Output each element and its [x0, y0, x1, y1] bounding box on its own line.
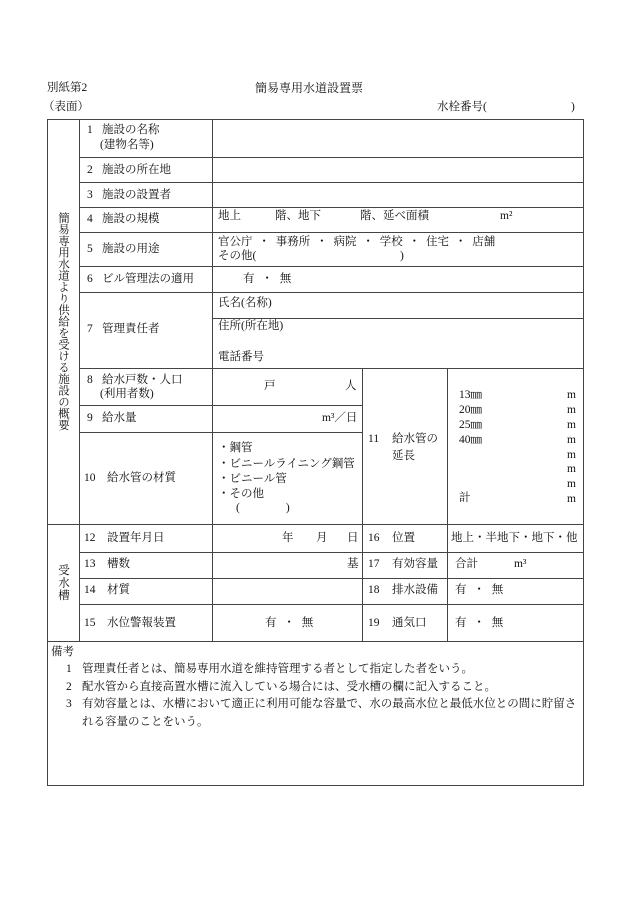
facility-section-title: 簡易専用水道より供給を受ける施設の概要 — [57, 212, 69, 431]
usage-other-open: その他( — [218, 250, 257, 262]
row-1-label: 施設の名称 — [102, 124, 160, 136]
row-10-number: 10 — [84, 472, 96, 484]
row-14-label: 材質 — [107, 584, 130, 596]
pipe-length-unit: m — [567, 463, 576, 475]
row-2-label: 施設の所在地 — [102, 164, 171, 176]
tank-count-unit: 基 — [347, 558, 359, 570]
row-divider — [79, 552, 583, 553]
row-8-label: 給水戸数・人口 — [102, 374, 183, 386]
row-12-label: 設置年月日 — [107, 532, 165, 544]
tank-section-label — [47, 524, 79, 641]
row-16-label: 位置 — [392, 532, 415, 544]
row-3-label: 施設の設置者 — [102, 189, 171, 201]
water-supply-unit: m³／日 — [322, 412, 358, 424]
row-18-number: 18 — [368, 584, 380, 596]
row-6-number: 6 — [87, 273, 93, 285]
row-divider — [79, 292, 583, 293]
row-12-number: 12 — [84, 532, 96, 544]
row-11-number: 11 — [368, 433, 380, 445]
pipe-length-unit: m — [567, 419, 576, 431]
usage-other-close: ) — [400, 250, 404, 262]
pipe-size-label: 20㎜ — [459, 404, 482, 416]
floors-basement: 階、地下 — [275, 210, 321, 222]
faucet-number-label: 水栓番号( — [437, 101, 487, 113]
pipe-length-total-label: 計 — [459, 492, 471, 504]
row-3-number: 3 — [87, 189, 93, 201]
pipe-material-option: ・鋼管 — [218, 442, 253, 454]
row-divider — [79, 578, 583, 579]
row-9-number: 9 — [87, 412, 93, 424]
row-13-label: 槽数 — [107, 558, 130, 570]
pipe-size-label: 25㎜ — [459, 419, 482, 431]
floors-above-ground: 地上 — [218, 210, 241, 222]
row-15-label: 水位警報装置 — [107, 617, 176, 629]
people-unit: 人 — [345, 380, 357, 392]
install-day-unit: 日 — [347, 532, 359, 544]
remarks-title: 備考 — [51, 646, 74, 658]
pipe-material-option: ・ビニールライニング鋼管 — [218, 458, 355, 470]
pipe-size-label: 40㎜ — [459, 434, 482, 446]
faucet-number-close: ) — [571, 101, 575, 113]
row-divider — [79, 207, 583, 208]
row-divider — [79, 182, 583, 183]
row-5-label: 施設の用途 — [102, 243, 160, 255]
row-divider — [79, 604, 583, 605]
capacity-total-label: 合計 — [455, 558, 478, 570]
middle-column-divider — [362, 368, 363, 641]
row-4-label: 施設の規模 — [102, 213, 160, 225]
row-14-number: 14 — [84, 584, 96, 596]
water-level-alarm-choice: 有 ・ 無 — [265, 617, 314, 629]
row-17-label: 有効容量 — [392, 558, 438, 570]
row-13-number: 13 — [84, 558, 96, 570]
install-month-unit: 月 — [316, 532, 328, 544]
pipe-length-unit: m — [567, 493, 576, 505]
row-11-label-cont: 延長 — [392, 450, 415, 462]
row-15-number: 15 — [84, 617, 96, 629]
right-column-divider — [447, 368, 448, 641]
row-divider — [79, 405, 362, 406]
manager-phone-label: 電話番号 — [218, 351, 264, 363]
building-law-choice: 有 ・ 無 — [243, 273, 292, 285]
area-unit: m² — [500, 210, 513, 222]
usage-options: 官公庁 ・ 事務所 ・ 病院 ・ 学校 ・ 住宅 ・ 店舗 — [218, 236, 496, 248]
drainage-choice: 有 ・ 無 — [455, 584, 504, 596]
remark-number: 1 — [66, 663, 72, 675]
pipe-material-option: ・ビニール管 — [218, 473, 287, 485]
row-16-number: 16 — [368, 532, 380, 544]
row-7-label: 管理責任者 — [102, 323, 160, 335]
row-8-sublabel: (利用者数) — [100, 388, 154, 400]
row-8-number: 8 — [87, 374, 93, 386]
manager-address-label: 住所(所在地) — [218, 320, 284, 332]
row-10-label: 給水管の材質 — [107, 472, 176, 484]
row-11-label: 給水管の — [392, 433, 438, 445]
remark-text: 管理責任者とは、簡易専用水道を維持管理する者として指定した者をいう。 — [82, 663, 473, 675]
tank-section-title: 受水槽 — [57, 563, 69, 602]
row-divider — [79, 266, 583, 267]
row-divider — [79, 368, 583, 369]
row-5-number: 5 — [87, 243, 93, 255]
remarks-divider — [47, 641, 583, 642]
tank-position-options: 地上・半地下・地下・他 — [451, 532, 578, 544]
row-19-number: 19 — [368, 617, 380, 629]
pipe-length-unit: m — [567, 434, 576, 446]
row-18-label: 排水設備 — [392, 584, 438, 596]
row-9-label: 給水量 — [102, 412, 137, 424]
pipe-length-unit: m — [567, 478, 576, 490]
section-divider — [47, 524, 583, 525]
pipe-material-other-blank: ( ) — [236, 502, 290, 514]
front-side-label: （表面） — [43, 101, 89, 113]
remark-number: 2 — [66, 681, 72, 693]
row-divider — [79, 432, 362, 433]
remark-number: 3 — [66, 698, 72, 710]
pipe-material-option: ・その他 — [218, 488, 264, 500]
pipe-length-unit: m — [567, 389, 576, 401]
households-unit: 戸 — [264, 380, 276, 392]
remark-text: 配水管から直接高置水槽に流入している場合には、受水槽の欄に記入すること。 — [82, 681, 496, 693]
row-divider — [79, 157, 583, 158]
remark-text-continued: れる容量のことをいう。 — [82, 716, 209, 728]
row-17-number: 17 — [368, 558, 380, 570]
row-19-label: 通気口 — [392, 617, 427, 629]
vent-choice: 有 ・ 無 — [455, 617, 504, 629]
row-1-number: 1 — [87, 124, 93, 136]
form-title: 簡易専用水道設置票 — [255, 81, 364, 95]
capacity-unit: m³ — [514, 558, 527, 570]
total-floor-area: 階、延べ面積 — [360, 210, 429, 222]
row-1-sublabel: (建物名等) — [100, 139, 154, 151]
row-7-number: 7 — [87, 323, 93, 335]
row-divider — [79, 232, 583, 233]
facility-section-label — [47, 119, 79, 524]
label-value-divider — [212, 119, 213, 641]
pipe-length-unit: m — [567, 404, 576, 416]
install-year-unit: 年 — [282, 532, 294, 544]
row-4-number: 4 — [87, 213, 93, 225]
pipe-size-label: 13㎜ — [459, 389, 482, 401]
section-column-divider — [79, 119, 80, 641]
remark-text: 有効容量とは、水槽において適正に利用可能な容量で、水の最高水位と最低水位との間に貯留さ — [82, 698, 577, 710]
attachment-number: 別紙第2 — [47, 82, 88, 94]
row-2-number: 2 — [87, 164, 93, 176]
row-6-label: ビル管理法の適用 — [102, 273, 194, 285]
pipe-length-unit: m — [567, 449, 576, 461]
manager-name-label: 氏名(名称) — [218, 297, 272, 309]
